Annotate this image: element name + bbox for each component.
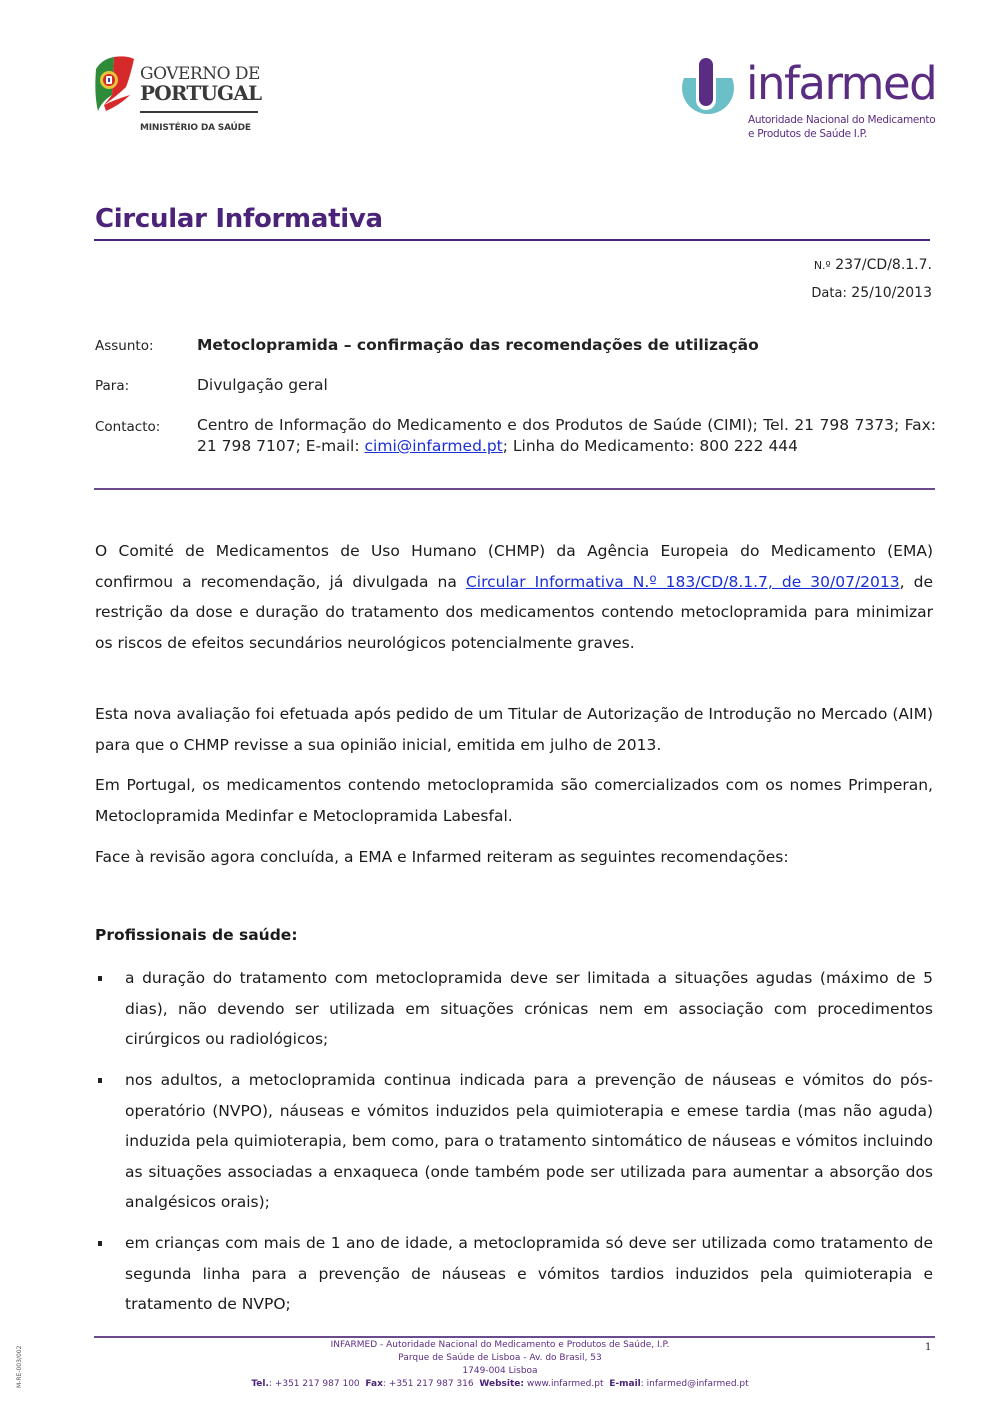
footer-postal-code: 1749-004 Lisboa [462,1366,538,1376]
circular-183-link[interactable]: Circular Informativa N.º 183/CD/8.1.7, de 30/07/2013 [465,572,900,591]
section-heading-health-professionals: Profissionais de saúde: [95,926,298,944]
gov-logo-divider [140,111,258,113]
contacto-text-after: ; Linha do Medicamento: 800 222 444 [502,437,799,455]
contacto-text-before: Centro de Informação do Medicamento e dos Produtos de Saúde (CIMI); Tel. 21 798 7373; Fax: 21 798 7107; E-mail: [197,416,936,455]
paragraph-reevaluation: Esta nova avaliação foi efetuada após pedido de um Titular de Autorização de Introdução no Mercado (AIM) para que o CHMP revisse a sua opinião inicial, emitida em julho de 2013. [95,705,933,754]
bullet-square-icon [98,976,102,981]
bullet-square-icon [98,1078,102,1083]
date-label: Data: [811,286,847,301]
governo-de-portugal-logo [92,55,267,140]
para-label: Para: [95,378,130,394]
portugal-emblem-icon [92,55,136,113]
infarmed-logo [676,56,946,146]
list-item-text: nos adultos, a metoclopramida continua indicada para a prevenção de náuseas e vómitos do pós-operatório (NVPO), náuseas e vómitos induzidos pela quimioterapia e emese tardia (mas não aguda) induzida pela quimioterapia, bem como, para o tratamento sintomático de náuseas e vómitos incluindo as situações associadas a enxaqueca (onde também pode ser utilizada para aumentar a absorção dos analgésicos orais); [125,1071,933,1211]
circular-number-value: 237/CD/8.1.7. [835,257,932,273]
list-item-text: a duração do tratamento com metoclopramida deve ser limitada a situações agudas (máximo de 5 dias), não devendo ser utilizada em situações crónicas nem em associação com procedimentos cirúrgicos ou radiológicos; [125,969,933,1048]
contacto-label: Contacto: [95,419,161,435]
footer-contacts [250,1379,750,1389]
infarmed-subtitle-line2: e Produtos de Saúde I.P. [748,128,868,140]
footer-address: Parque de Saúde de Lisboa - Av. do Brasil, 53 [398,1353,602,1363]
footer-divider [94,1336,935,1338]
meta-divider [94,488,935,490]
form-code: M-RE-003/002 [16,1345,23,1388]
footer-tel-value: : +351 217 987 100 [268,1379,360,1389]
gov-logo-line2: PORTUGAL [140,81,262,105]
ministry-name: MINISTÉRIO DA SAÚDE [140,123,251,133]
footer-fax-label: Fax [365,1379,383,1389]
list-item [95,963,933,1055]
para-value: Divulgação geral [197,376,328,394]
list-item [95,1065,933,1218]
contacto-value [197,415,936,457]
assunto-label: Assunto: [95,338,154,354]
bullet-square-icon [98,1241,102,1246]
gov-logo-line1: GOVERNO DE [140,64,260,84]
circular-number [814,257,932,273]
infarmed-subtitle-line1: Autoridade Nacional do Medicamento [748,114,936,126]
document-title: Circular Informativa [95,204,383,234]
list-item [95,1228,933,1320]
p1-text-after: , de restrição da dose e duração do tratamento dos medicamentos contendo metoclopramida para minimizar os riscos de efeitos secundários neurológicos potencialmente graves. [95,572,933,652]
circular-number-label: N.º [813,259,831,272]
cimi-email-link[interactable]: cimi@infarmed.pt [364,437,503,455]
title-divider [94,239,930,241]
footer-email-value[interactable]: : infarmed@infarmed.pt [640,1379,749,1389]
infarmed-symbol-icon [676,56,736,120]
paragraph-chmp-confirmation [95,536,933,658]
assunto-value: Metoclopramida – confirmação das recomendações de utilização [197,336,759,354]
footer-fax-value: : +351 217 987 316 [382,1379,474,1389]
paragraph-portugal-products: Em Portugal, os medicamentos contendo metoclopramida são comercializados com os nomes Primperan, Metoclopramida Medinfar e Metoclopramida Labesfal. [95,776,933,825]
footer-organization: INFARMED - Autoridade Nacional do Medicamento e Produtos de Saúde, I.P. [330,1340,670,1350]
paragraph-recommendations-intro: Face à revisão agora concluída, a EMA e Infarmed reiteram as seguintes recomendações: [95,848,789,866]
footer-website-label: Website: [479,1379,524,1389]
date-value: 25/10/2013 [851,285,932,301]
footer-email-label: E-mail [609,1379,641,1389]
list-item-text: em crianças com mais de 1 ano de idade, a metoclopramida só deve ser utilizada como tratamento de segunda linha para a prevenção de náuseas e vómitos tardios induzidos pela quimioterapia e tratamento de NVPO; [125,1234,933,1313]
p1-text-before: O Comité de Medicamentos de Uso Humano (CHMP) da Agência Europeia do Medicamento (EMA) confirmou a recomendação, já divulgada na [95,542,933,591]
circular-date [811,285,932,301]
infarmed-wordmark: infarmed [746,57,937,110]
footer-tel-label: Tel. [251,1379,269,1389]
footer-website-value[interactable]: www.infarmed.pt [523,1379,604,1389]
page-number: 1 [925,1342,932,1353]
